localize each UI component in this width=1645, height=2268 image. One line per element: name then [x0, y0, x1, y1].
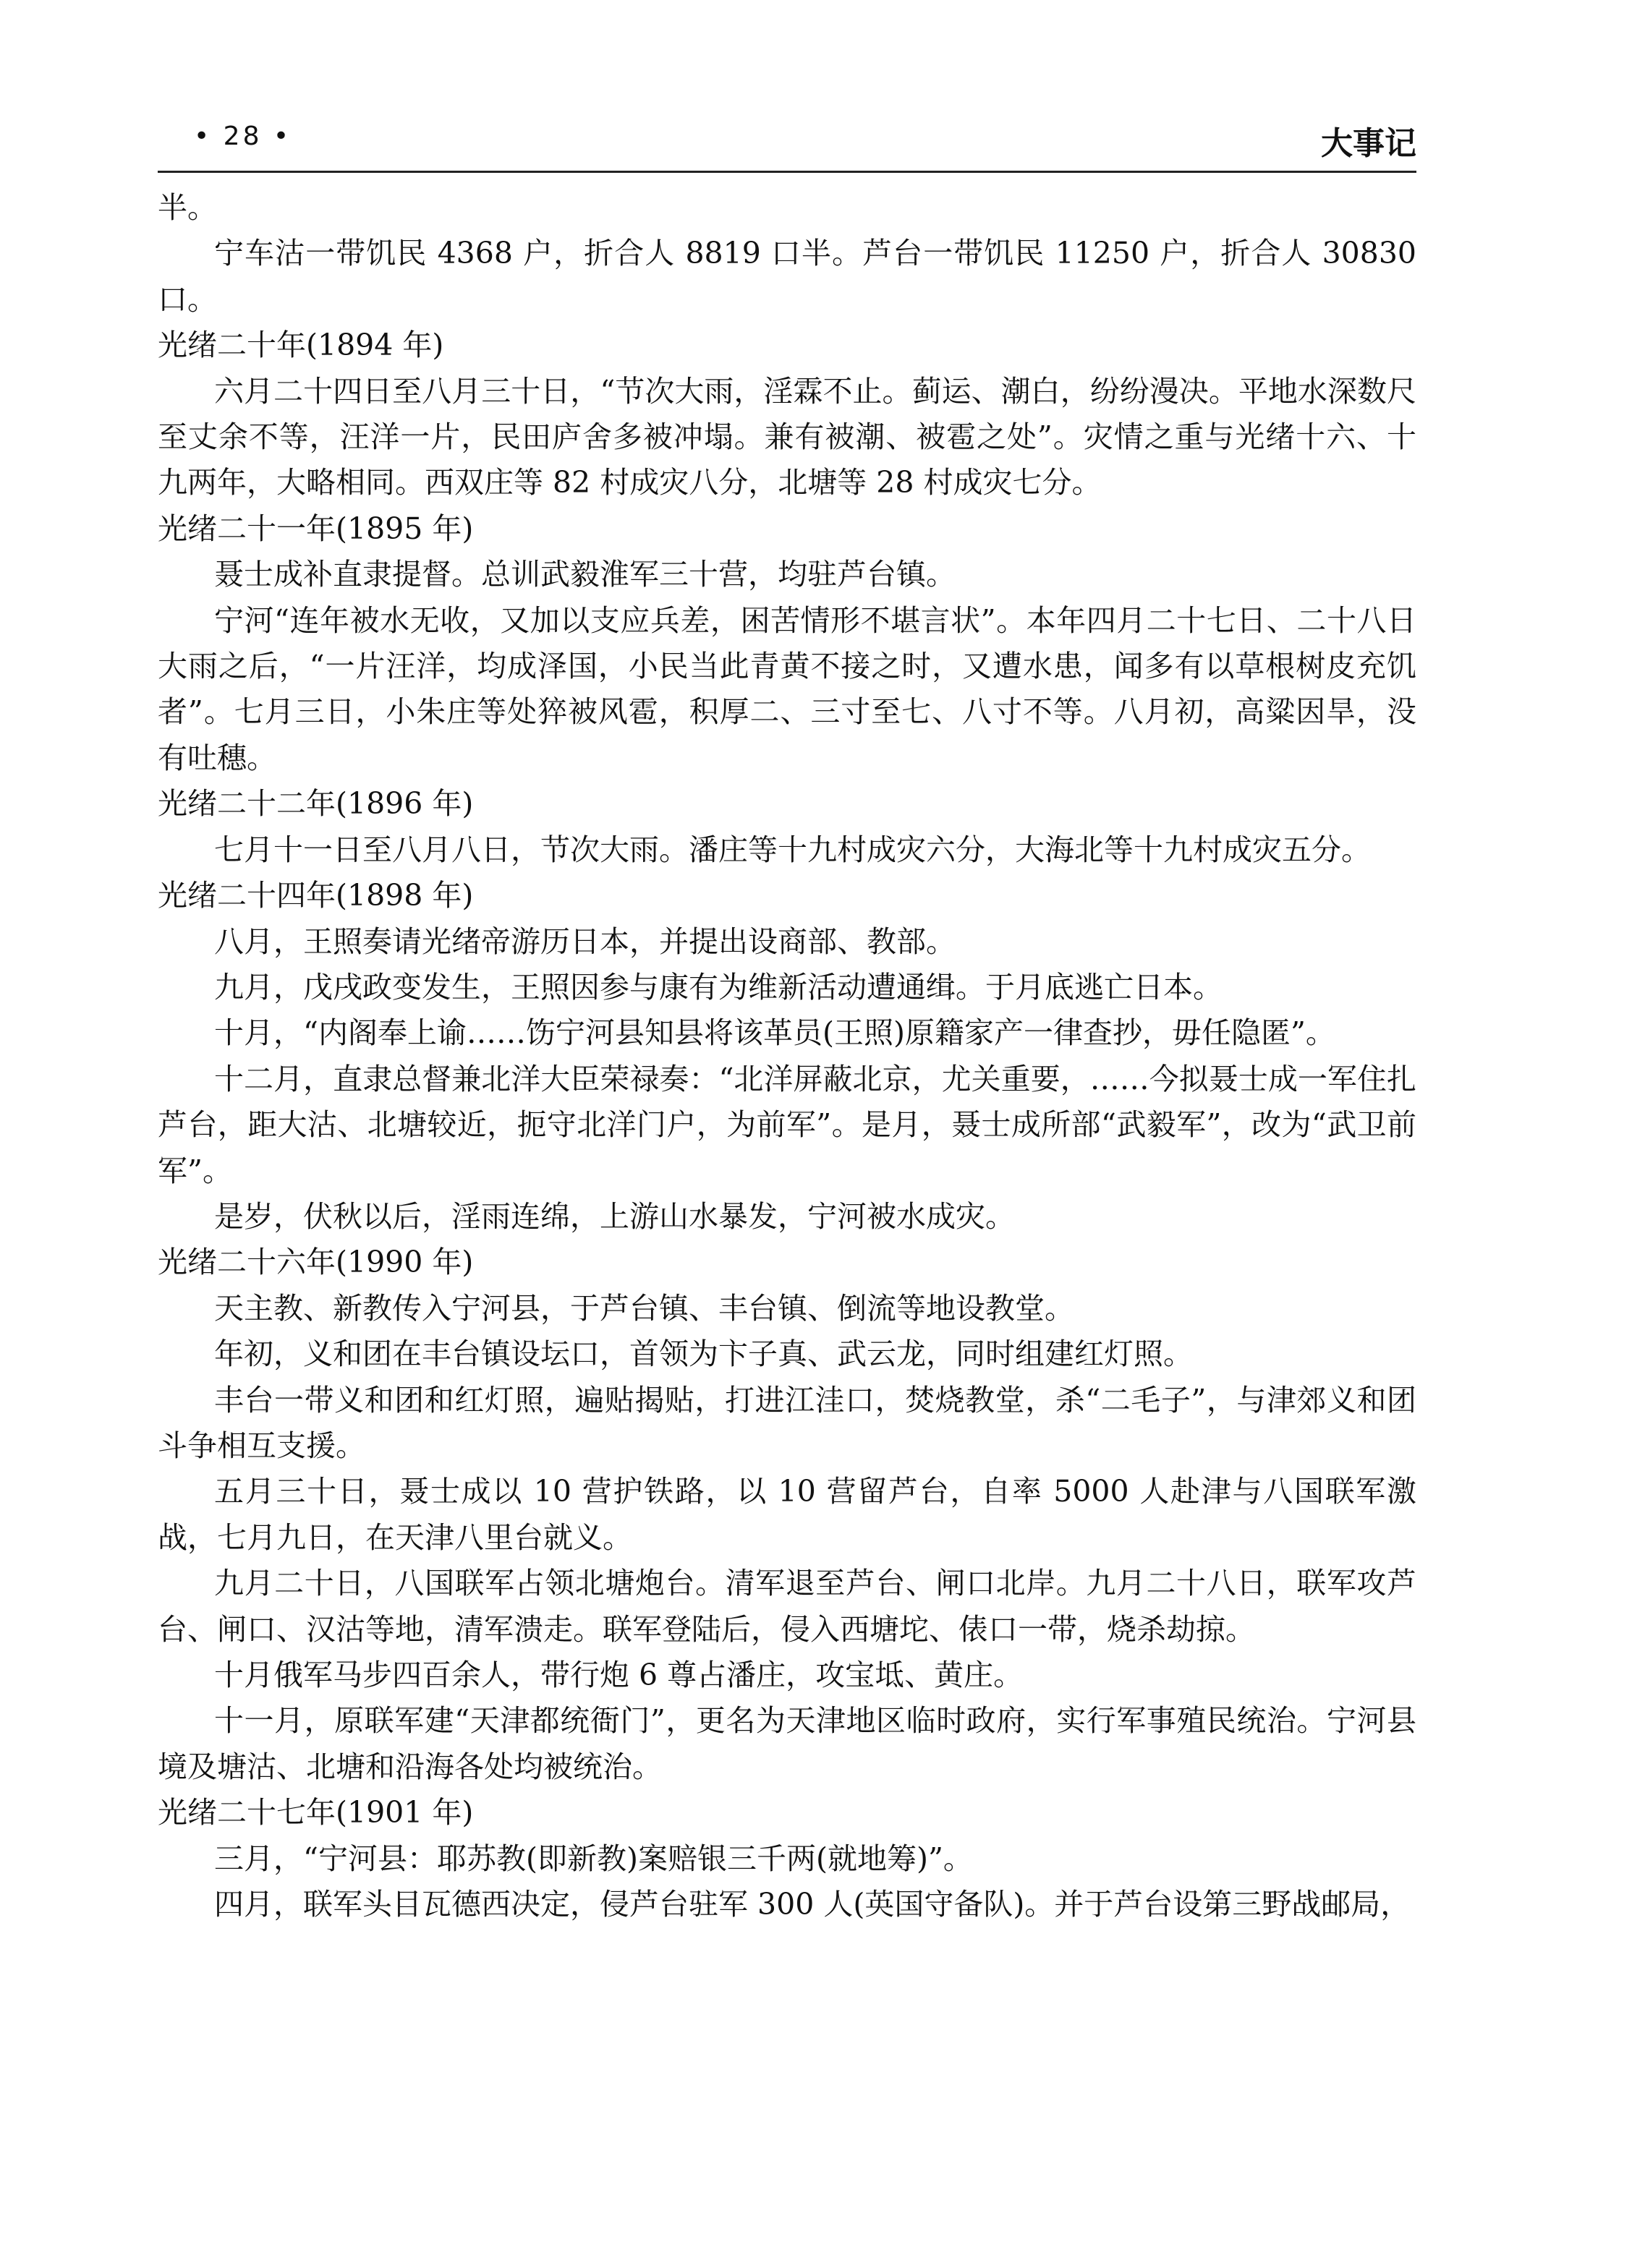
section-title: 大事记 — [1321, 125, 1416, 162]
year-heading: 光绪二十七年(1901 年) — [158, 1795, 474, 1830]
entry-paragraph: 六月二十四日至八月三十日，“节次大雨，淫霖不止。蓟运、潮白，纷纷漫决。平地水深数尺至丈余不等，汪洋一片，民田庐舍多被冲塌。兼有被潮、被雹之处”。灾情之重与光绪十六、十九两年，大略相同。西双庄等 82 村成灾八分，北塘等 28 村成灾七分。 — [158, 373, 1416, 500]
entry-paragraph: 十月俄军马步四百余人，带行炮 6 尊占潘庄，攻宝坻、黄庄。 — [214, 1658, 1024, 1692]
entry-paragraph: 宁河“连年被水无收，又加以支应兵差，困苦情形不堪言状”。本年四月二十七日、二十八日大雨之后，“一片汪洋，均成泽国，小民当此青黄不接之时，又遭水患，闻多有以草根树皮充饥者”。七月三日，小朱庄等处猝被风雹，积厚二、三寸至七、八寸不等。八月初，高粱因旱，没有吐穗。 — [158, 602, 1416, 775]
entry-paragraph: 九月二十日，八国联军占领北塘炮台。清军退至芦台、闸口北岸。九月二十八日，联军攻芦台、闸口、汉沽等地，清军溃走。联军登陆后，侵入西塘坨、俵口一带，烧杀劫掠。 — [158, 1566, 1416, 1647]
entry-paragraph: 是岁，伏秋以后，淫雨连绵，上游山水暴发，宁河被水成灾。 — [214, 1198, 1015, 1234]
entry-paragraph: 五月三十日，聂士成以 10 营护铁路，以 10 营留芦台，自率 5000 人赴津与八国联军激战，七月九日，在天津八里台就义。 — [158, 1474, 1416, 1555]
year-heading: 光绪二十二年(1896 年) — [158, 786, 474, 822]
entry-paragraph: 九月，戊戌政变发生，王照因参与康有为维新活动遭通缉。于月底逃亡日本。 — [214, 969, 1223, 1005]
entry-paragraph: 半。 — [158, 190, 217, 225]
entry-paragraph: 三月，“宁河县：耶苏教(即新教)案赔银三千两(就地筹)”。 — [214, 1841, 973, 1876]
entry-paragraph: 十一月，原联军建“天津都统衙门”，更名为天津地区临时政府，实行军事殖民统治。宁河县境及塘沽、北塘和沿海各处均被统治。 — [158, 1703, 1416, 1784]
entry-paragraph: 十二月，直隶总督兼北洋大臣荣禄奏：“北洋屏蔽北京，尤关重要，……今拟聂士成一军住扎芦台，距大沽、北塘较近，扼守北洋门户，为前军”。是月，聂士成所部“武毅军”，改为“武卫前军”。 — [158, 1061, 1416, 1188]
entry-paragraph: 丰台一带义和团和红灯照，遍贴揭贴，打进江洼口，焚烧教堂，杀“二毛子”，与津郊义和团斗争相互支援。 — [158, 1382, 1416, 1463]
entry-paragraph: 四月，联军头目瓦德西决定，侵芦台驻军 300 人(英国守备队)。并于芦台设第三野战邮局， — [214, 1887, 1411, 1922]
year-heading: 光绪二十年(1894 年) — [158, 328, 444, 363]
year-heading: 光绪二十六年(1990 年) — [158, 1245, 474, 1280]
page-number: • 28 • — [194, 122, 292, 151]
page-header — [158, 114, 1416, 165]
entry-paragraph: 年初，义和团在丰台镇设坛口，首领为卞子真、武云龙，同时组建红灯照。 — [214, 1336, 1193, 1372]
header-rule — [158, 171, 1416, 173]
entry-paragraph: 聂士成补直隶提督。总训武毅淮军三十营，均驻芦台镇。 — [214, 557, 956, 592]
chronicle-body — [158, 185, 1416, 1927]
entry-paragraph: 八月，王照奏请光绪帝游历日本，并提出设商部、教部。 — [214, 924, 956, 959]
entry-paragraph: 十月，“内阁奉上谕……饬宁河县知县将该革员(王照)原籍家产一律查抄，毋任隐匿”。 — [214, 1015, 1335, 1051]
entry-paragraph: 宁车沽一带饥民 4368 户，折合人 8819 口半。芦台一带饥民 11250 户，折合人 30830 口。 — [158, 236, 1416, 317]
entry-paragraph: 七月十一日至八月八日，节次大雨。潘庄等十九村成灾六分，大海北等十九村成灾五分。 — [214, 832, 1371, 867]
year-heading: 光绪二十一年(1895 年) — [158, 511, 474, 546]
entry-paragraph: 天主教、新教传入宁河县，于芦台镇、丰台镇、倒流等地设教堂。 — [214, 1290, 1074, 1326]
year-heading: 光绪二十四年(1898 年) — [158, 878, 474, 913]
